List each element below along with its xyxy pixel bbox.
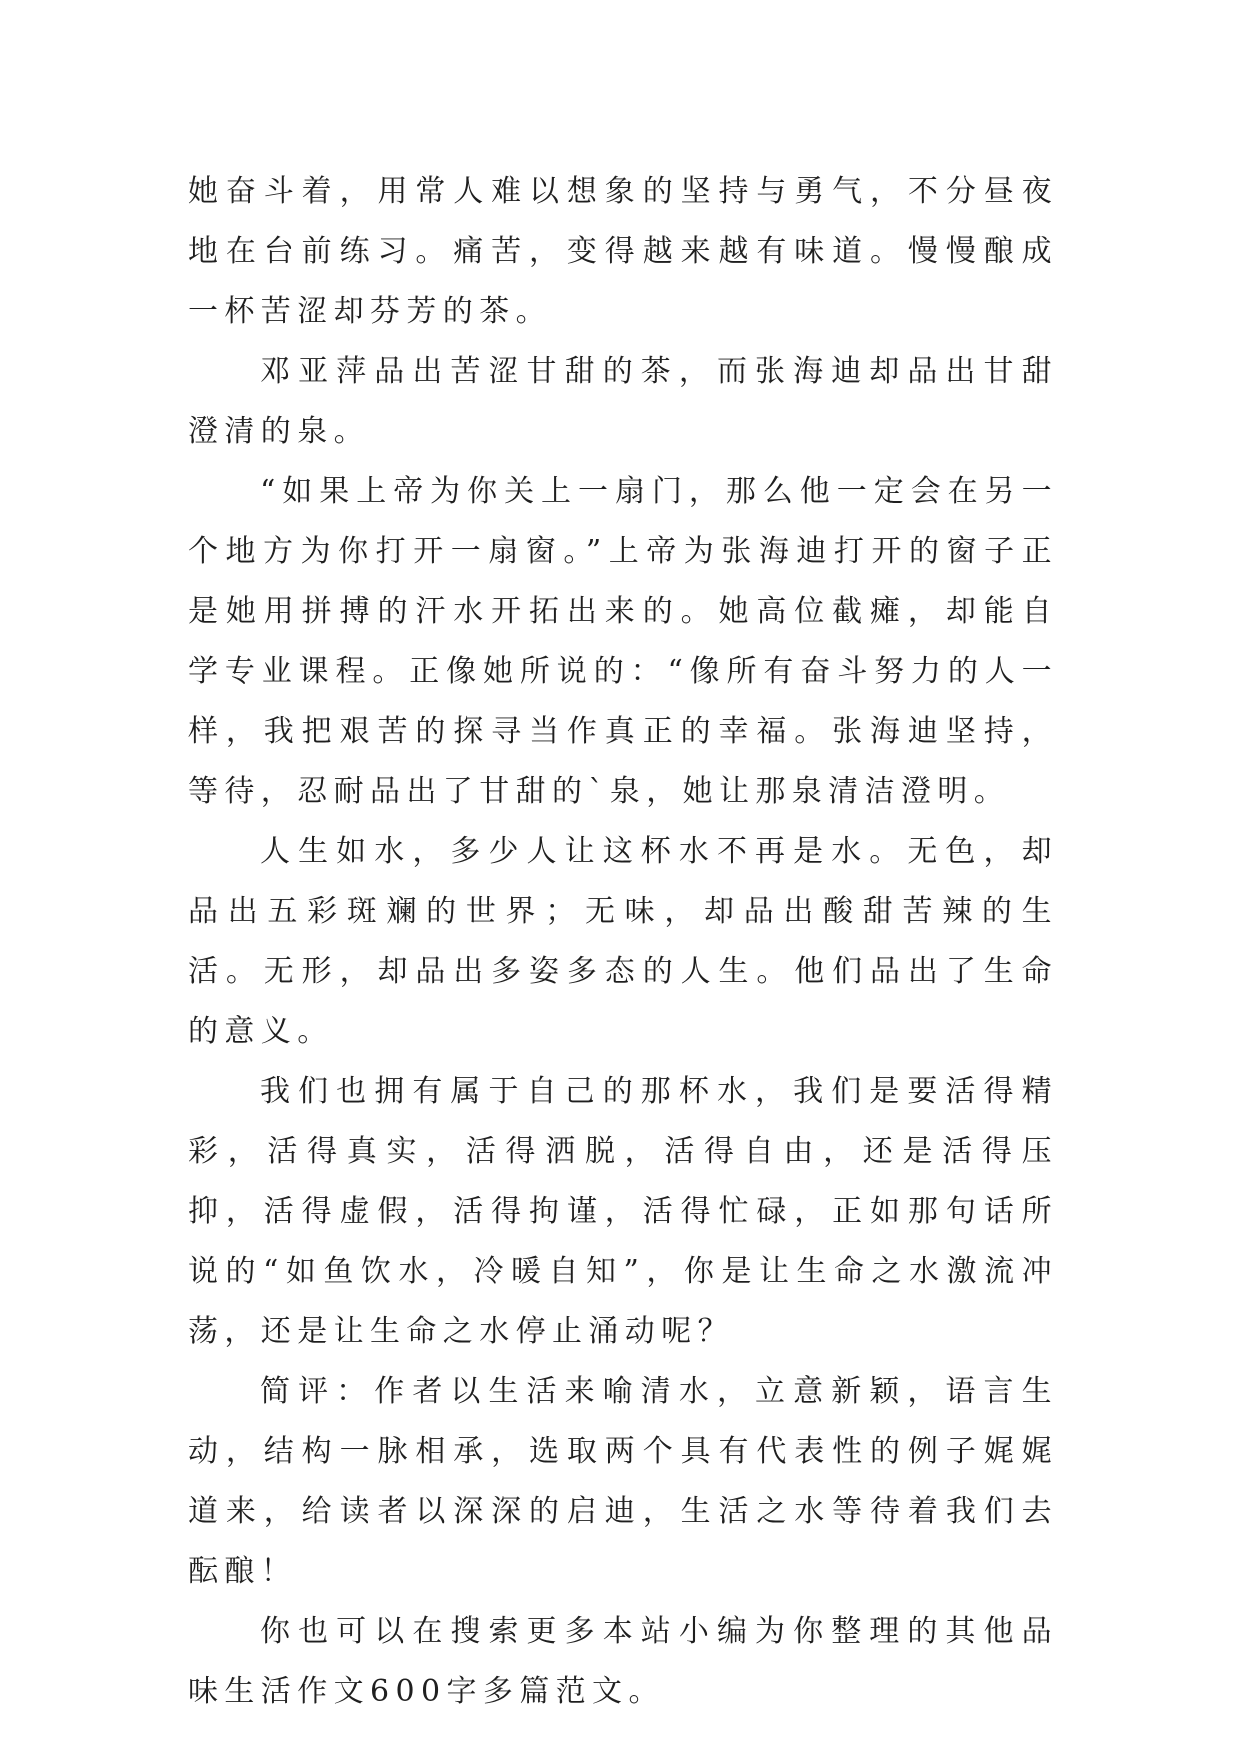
paragraph-deng-yaping: 邓亚萍品出苦涩甘甜的茶，而张海迪却品出甘甜澄清的泉。 bbox=[188, 354, 1058, 449]
paragraph-zhang-haidi: “如果上帝为你关上一扇门，那么他一定会在另一个地方为你打开一扇窗。”上帝为张海迪打开的窗子正是她用拼搏的汗水开拓出来的。她高位截瘫，却能自学专业课程。正像她所说的：“像所有奋斗努力的人一样，我把艰苦的探寻当作真正的幸福。张海迪坚持，等待，忍耐品出了甘甜的`泉，她让那泉清洁澄明。 bbox=[188, 474, 1058, 809]
paragraph-brief-review: 简评：作者以生活来喻清水，立意新颖，语言生动，结构一脉相承，选取两个具有代表性的例子娓娓道来，给读者以深深的启迪，生活之水等待着我们去酝酿！ bbox=[188, 1374, 1058, 1589]
paragraph-life-like-water: 人生如水，多少人让这杯水不再是水。无色，却品出五彩斑斓的世界；无味，却品出酸甜苦辣的生活。无形，却品出多姿多态的人生。他们品出了生命的意义。 bbox=[188, 834, 1058, 1049]
paragraph-our-water: 我们也拥有属于自己的那杯水，我们是要活得精彩，活得真实，活得洒脱，活得自由，还是活得压抑，活得虚假，活得拘谨，活得忙碌，正如那句话所说的“如鱼饮水，冷暖自知”，你是让生命之水激流冲荡，还是让生命之水停止涌动呢？ bbox=[188, 1074, 1058, 1349]
paragraph-more-essays: 你也可以在搜索更多本站小编为你整理的其他品味生活作文600字多篇范文。 bbox=[188, 1614, 1058, 1709]
paragraph-continuation: 她奋斗着，用常人难以想象的坚持与勇气，不分昼夜地在台前练习。痛苦，变得越来越有味道。慢慢酿成一杯苦涩却芬芳的茶。 bbox=[188, 174, 1058, 329]
document-body bbox=[188, 162, 1058, 1722]
